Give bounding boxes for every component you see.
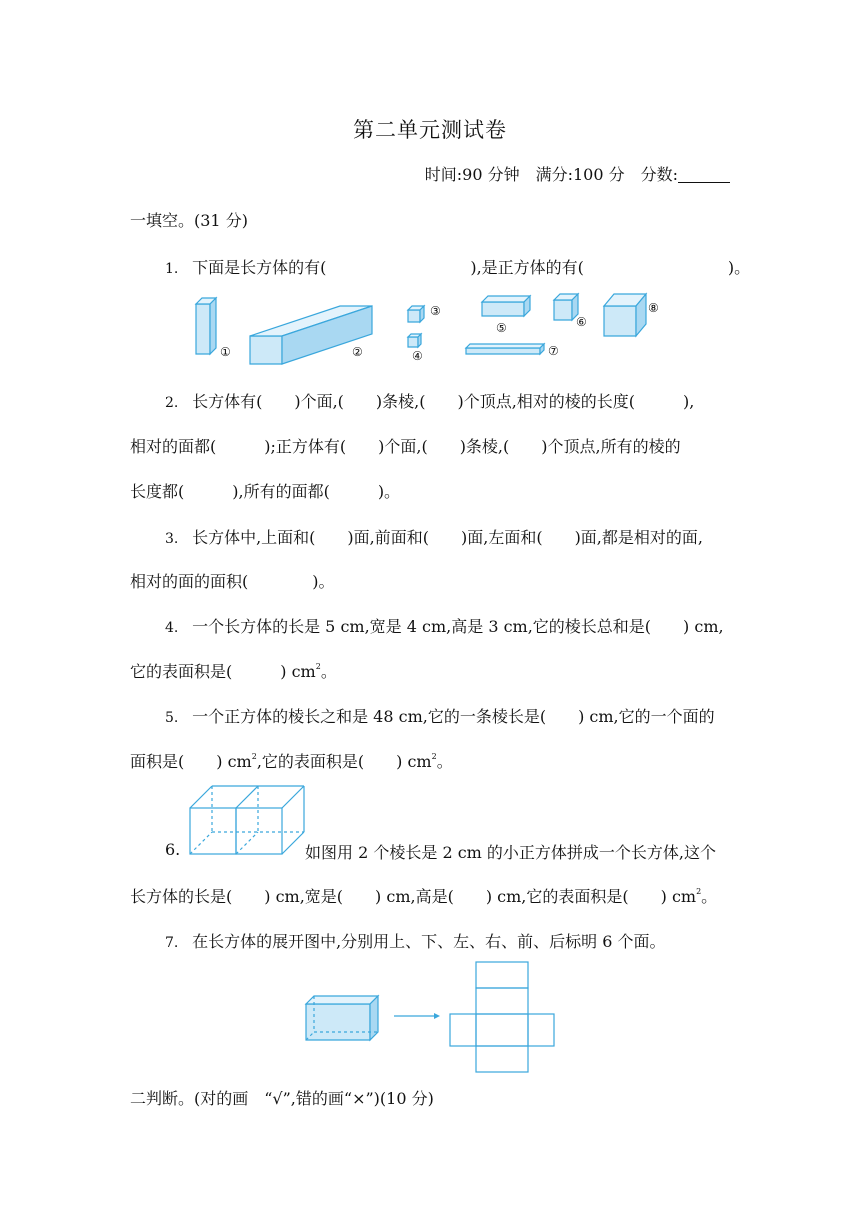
text: 。	[701, 887, 718, 906]
question-text: 下面是长方体的有( ),是正方体的有( )。	[192, 258, 751, 277]
question-number: 5.	[165, 710, 179, 726]
question-number: 2.	[165, 395, 179, 411]
edge	[282, 832, 304, 854]
question-4	[165, 614, 724, 637]
edge	[236, 786, 258, 808]
solid-2-front	[250, 336, 282, 364]
net-face-center	[476, 1014, 528, 1046]
solid-7-top	[466, 344, 544, 348]
superscript: 2	[696, 887, 702, 896]
section-judge-title: 二判断。(对的画 “√”,错的画“×”)(10 分)	[130, 1089, 434, 1108]
page-title: 第二单元测试卷	[353, 118, 507, 142]
text: 。	[436, 752, 453, 771]
solid-1-side	[210, 298, 216, 354]
solid-label-2: ②	[352, 345, 363, 359]
question-number: 3.	[165, 531, 179, 547]
net-face-left	[450, 1014, 476, 1046]
superscript: 2	[251, 752, 257, 761]
net-face	[476, 988, 528, 1014]
solid-7-front	[466, 348, 540, 354]
solid-5-top	[482, 296, 530, 302]
question-3-line-2: 相对的面的面积( )。	[130, 572, 335, 591]
two-cubes-figure	[188, 784, 308, 858]
question-6-line-1: 如图用 2 个棱长是 2 cm 的小正方体拼成一个长方体,这个	[305, 843, 717, 862]
solid-label-8: ⑧	[648, 301, 659, 315]
question-5	[165, 704, 715, 727]
solid-label-7: ⑦	[548, 344, 559, 358]
text: 面积是( ) cm	[130, 752, 252, 771]
box-net-figure	[300, 958, 560, 1076]
text: ,它的表面积是( ) cm	[256, 752, 432, 771]
text: 。	[320, 662, 337, 681]
question-text-line-1: 长方体有( )个面,( )条棱,( )个顶点,相对的棱的长度( ),	[192, 392, 695, 411]
question-2-line-2: 相对的面都( );正方体有( )个面,( )条棱,( )个顶点,所有的棱的	[130, 437, 681, 456]
box-side	[370, 996, 378, 1040]
solid-5-front	[482, 302, 524, 316]
exam-meta	[425, 162, 730, 185]
question-text-line-1: 一个正方体的棱长之和是 48 cm,它的一条棱长是( ) cm,它的一个面的	[192, 707, 715, 726]
question-2	[165, 389, 694, 412]
solid-1-front	[196, 304, 210, 354]
question-number: 4.	[165, 620, 179, 636]
net-face-bottom	[476, 1046, 528, 1072]
cube-2-front	[236, 808, 282, 854]
question-text: 在长方体的展开图中,分别用上、下、左、右、前、后标明 6 个面。	[192, 932, 666, 951]
solid-label-5: ⑤	[496, 321, 507, 335]
question-number: 1.	[165, 261, 179, 277]
question-text-line-1: 长方体中,上面和( )面,前面和( )面,左面和( )面,都是相对的面,	[192, 528, 703, 547]
solids-figure	[190, 290, 670, 370]
solid-label-3: ③	[430, 304, 441, 318]
cube-1-front	[190, 808, 236, 854]
question-2-line-3: 长度都( ),所有的面都( )。	[130, 482, 401, 501]
solid-label-4: ④	[412, 349, 423, 363]
question-5-line-2	[130, 749, 453, 772]
score-blank[interactable]	[678, 166, 730, 183]
net-face-top-strip	[476, 962, 528, 988]
solid-label-1: ①	[220, 345, 231, 359]
box-front	[306, 1004, 370, 1040]
solid-3-front	[408, 310, 420, 322]
hidden-edge	[190, 832, 212, 854]
edge	[190, 786, 212, 808]
hidden-edge	[236, 832, 258, 854]
section-fill-in-title: 一填空。(31 分)	[130, 211, 248, 230]
question-text-line-1: 一个长方体的长是 5 cm,宽是 4 cm,高是 3 cm,它的棱长总和是( ) cm,	[192, 617, 724, 636]
question-4-line-2	[130, 659, 337, 682]
superscript: 2	[315, 662, 321, 671]
exam-meta-text: 时间:90 分钟 满分:100 分 分数:	[424, 165, 678, 184]
question-1	[165, 255, 750, 278]
text: 长方体的长是( ) cm,宽是( ) cm,高是( ) cm,它的表面积是( ) cm	[130, 887, 697, 906]
arrow-head-icon	[434, 1013, 440, 1019]
question-3	[165, 525, 703, 548]
solid-8-front	[604, 306, 636, 336]
solid-label-6: ⑥	[576, 315, 587, 329]
solid-6-front	[554, 300, 572, 320]
net-face-right	[528, 1014, 554, 1046]
solid-4-side	[418, 334, 421, 347]
text: 它的表面积是( ) cm	[130, 662, 316, 681]
solid-4-front	[408, 337, 418, 347]
question-number: 7.	[165, 935, 179, 951]
superscript: 2	[431, 752, 437, 761]
question-7	[165, 929, 666, 952]
question-6-line-2	[130, 884, 717, 907]
box-top	[306, 996, 378, 1004]
question-6-number: 6.	[165, 840, 181, 859]
edge	[282, 786, 304, 808]
